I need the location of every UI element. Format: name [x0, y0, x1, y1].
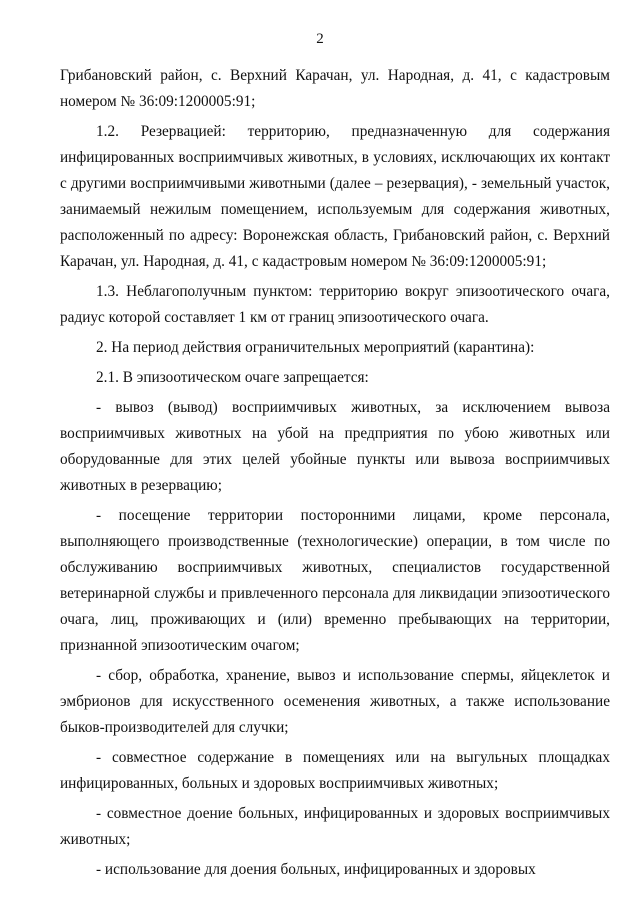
- list-item-sperm-ban: - сбор, обработка, хранение, вывоз и использование спермы, яйцеклеток и эмбрионов для искусственного осеменения животных, а также использование быков-производителей для случки;: [60, 667, 610, 736]
- list-item-joint-milking-ban: - совместное доение больных, инфицированных и здоровых восприимчивых животных;: [60, 805, 610, 848]
- paragraph-1-3-unfavorable-point: 1.3. Неблагополучным пунктом: территорию вокруг эпизоотического очага, радиус которой составляет 1 км от границ эпизоотического очага.: [60, 283, 610, 326]
- list-item-joint-housing-ban: - совместное содержание в помещениях или на выгульных площадках инфицированных, больных и здоровых восприимчивых животных;: [60, 749, 610, 792]
- paragraph-address-continuation: Грибановский район, с. Верхний Карачан, ул. Народная, д. 41, с кадастровым номером № 36:09:1200005:91;: [60, 67, 610, 110]
- page-number: 2: [316, 31, 324, 47]
- paragraph-2-1-prohibitions: 2.1. В эпизоотическом очаге запрещается:: [96, 369, 369, 386]
- paragraph-2-quarantine-period: 2. На период действия ограничительных мероприятий (карантина):: [96, 339, 535, 356]
- list-item-visit-ban: - посещение территории посторонними лицами, кроме персонала, выполняющего производственные (технологические) операции, в том числе по обслуживанию восприимчивых животных, специалистов государственной ветеринарной службы и привлеченного персонала для ликвидации эпизоотического очага, лиц, проживающих и (или) временно пребывающих на территории, признанной эпизоотическим очагом;: [60, 507, 610, 654]
- paragraph-1-2-reservation: 1.2. Резервацией: территорию, предназначенную для содержания инфицированных восприимчивых животных, в условиях, исключающих их контакт с другими восприимчивыми животными (далее – резервация), - земельный участок, занимаемый нежилым помещением, используемым для содержания животных, расположенный по адресу: Воронежская область, Грибановский район, с. Верхний Карачан, ул. Народная, д. 41, с кадастровым номером № 36:09:1200005:91;: [60, 123, 610, 270]
- list-item-milking-equipment-ban: - использование для доения больных, инфицированных и здоровых: [96, 861, 536, 878]
- list-item-export-ban: - вывоз (вывод) восприимчивых животных, за исключением вывоза восприимчивых животных на убой на предприятия по убою животных или оборудованные для этих целей убойные пункты или вывоза восприимчивых животных в резервацию;: [60, 399, 610, 494]
- document-body: [60, 63, 610, 883]
